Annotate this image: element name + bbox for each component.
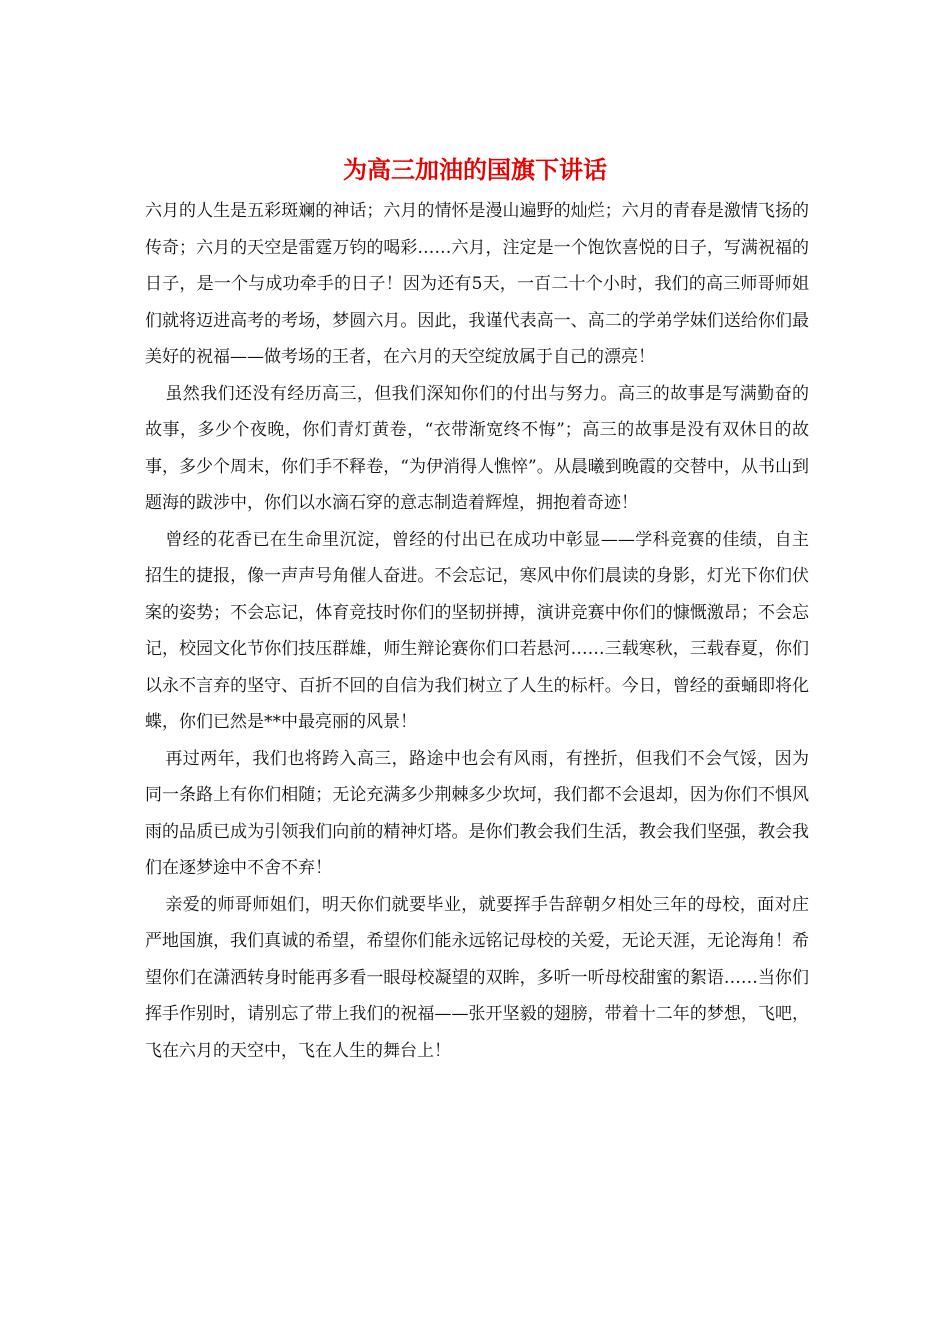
paragraph-1: 六月的人生是五彩斑斓的神话；六月的情怀是漫山遍野的灿烂；六月的青春是激情飞扬的传奇；六月的天空是雷霆万钧的喝彩……六月，注定是一个饱饮喜悦的日子，写满祝福的日子，是一个与成功牵手的日子！因为还有5天，一百二十个小时，我们的高三师哥师姐们就将迈进高考的考场，梦圆六月。因此，我谨代表高一、高二的学弟学妹们送给你们最美好的祝福——做考场的王者，在六月的天空绽放属于自己的漂亮！ (145, 201, 809, 367)
paragraph-4: 再过两年，我们也将跨入高三，路途中也会有风雨，有挫折，但我们不会气馁，因为同一条路上有你们相随；无论充满多少荆棘多少坎坷，我们都不会退却，因为你们不惧风雨的品质已成为引领我们向前的精神灯塔。是你们教会我们生活，教会我们坚强，教会我们在逐梦途中不舍不弃！ (145, 748, 809, 878)
document-title: 为高三加油的国旗下讲话 (343, 155, 607, 184)
paragraph-2: 虽然我们还没有经历高三，但我们深知你们的付出与努力。高三的故事是写满勤奋的故事，多少个夜晚，你们青灯黄卷，“衣带渐宽终不悔”；高三的故事是没有双休日的故事，多少个周末，你们手不释卷，“为伊消得人憔悴”。从晨曦到晚霞的交替中，从书山到题海的跋涉中，你们以水滴石穿的意志制造着辉煌，拥抱着奇迹！ (145, 383, 809, 513)
document-body (145, 193, 809, 1069)
paragraph-5: 亲爱的师哥师姐们，明天你们就要毕业，就要挥手告辞朝夕相处三年的母校，面对庄严地国旗，我们真诚的希望，希望你们能永远铭记母校的关爱，无论天涯，无论海角！希望你们在潇洒转身时能再多看一眼母校凝望的双眸，多听一听母校甜蜜的絮语……当你们挥手作别时，请别忘了带上我们的祝福——张开坚毅的翅膀，带着十二年的梦想，飞吧，飞在六月的天空中，飞在人生的舞台上！ (145, 894, 809, 1061)
paragraph-3: 曾经的花香已在生命里沉淀，曾经的付出已在成功中彰显——学科竞赛的佳绩，自主招生的捷报，像一声声号角催人奋进。不会忘记，寒风中你们晨读的身影，灯光下你们伏案的姿势；不会忘记，体育竞技时你们的坚韧拼搏，演讲竞赛中你们的慷慨激昂；不会忘记，校园文化节你们技压群雄，师生辩论赛你们口若悬河……三载寒秋，三载春夏，你们以永不言弃的坚守、百折不回的自信为我们树立了人生的标杆。今日，曾经的蚕蛹即将化蝶，你们已然是**中最亮丽的风景！ (145, 529, 809, 732)
